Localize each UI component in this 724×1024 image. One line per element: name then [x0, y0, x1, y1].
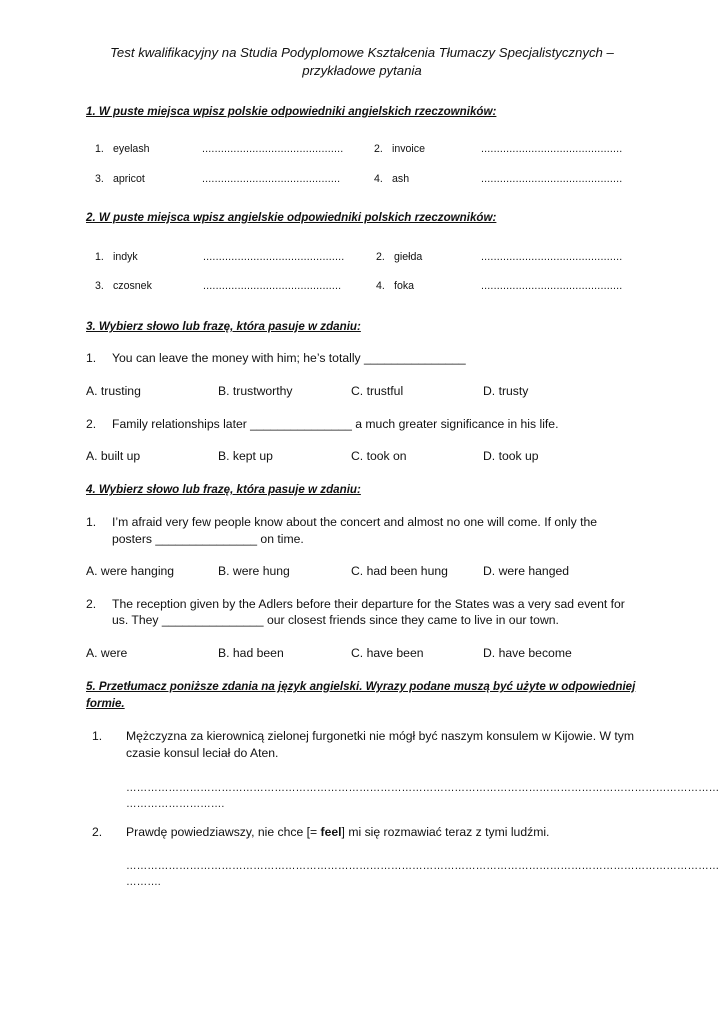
s1-item-4-num: 4.	[374, 173, 383, 185]
s4-q1-option-a[interactable]: A. were hanging	[86, 564, 175, 578]
s1-item-1-blank[interactable]: .............................................	[202, 143, 344, 155]
section-1-heading: 1. W puste miejsca wpisz polskie odpowiedniki angielskich rzeczowników:	[86, 105, 497, 118]
s1-item-2-blank[interactable]: .............................................	[481, 143, 623, 155]
s1-item-2-num: 2.	[374, 143, 383, 155]
s2-item-2-num: 2.	[376, 251, 385, 263]
s2-item-4-blank[interactable]: .............................................	[481, 280, 623, 292]
s4-q1-option-b[interactable]: B. were hung	[218, 564, 290, 578]
s3-q2-option-d[interactable]: D. took up	[483, 449, 539, 463]
s1-item-3-word: apricot	[113, 173, 145, 185]
s2-item-1-num: 1.	[95, 251, 104, 263]
s5-q1-line-1: Mężczyzna za kierownicą zielonej furgonetki nie mógł być naszym konsulem w Kijowie. W tym	[126, 729, 635, 743]
s1-item-4-blank[interactable]: .............................................	[481, 173, 623, 185]
page-title	[40, 44, 684, 80]
title-line-2: przykładowe pytania	[302, 63, 422, 78]
s5-q2-answer-area[interactable]	[126, 858, 720, 890]
s2-item-3-num: 3.	[95, 280, 104, 292]
s5-q1-answer-area[interactable]	[126, 780, 720, 812]
s4-q2-line-2: us. They _______________ our closest friends since they came to live in our town.	[112, 613, 559, 627]
s2-item-1	[95, 250, 138, 264]
s4-q1-option-d[interactable]: D. were hanged	[483, 564, 570, 578]
s3-q2-text: Family relationships later _______________ a much greater significance in his life.	[112, 417, 559, 431]
s1-item-1-word: eyelash	[113, 143, 150, 155]
s5-q2-text-before: Prawdę powiedziawszy, nie chce [=	[126, 825, 321, 839]
s3-q2-option-a[interactable]: A. built up	[86, 449, 141, 463]
s1-item-4-word: ash	[392, 173, 410, 185]
s4-q2-option-a[interactable]: A. were	[86, 646, 128, 660]
section-5-heading-line-1: 5. Przetłumacz poniższe zdania na język angielski. Wyrazy podane muszą być użyte w odpowiedniej	[86, 680, 636, 693]
s4-question-1	[86, 514, 646, 548]
s3-q2-num: 2.	[86, 417, 97, 431]
s4-q2-line-1: The reception given by the Adlers before their departure for the States was a very sad event for	[112, 597, 625, 611]
s5-q1-answer-line-2: ……………………….	[126, 798, 225, 810]
s1-item-3-num: 3.	[95, 173, 104, 185]
s5-q2-answer-line-1: ……………………………………………………………………………………………………………………………………………………	[126, 860, 720, 872]
s3-q1-option-a[interactable]: A. trusting	[86, 384, 141, 398]
section-2-heading: 2. W puste miejsca wpisz angielskie odpowiedniki polskich rzeczowników:	[86, 211, 497, 224]
s5-question-2	[92, 824, 652, 841]
s2-item-2-blank[interactable]: .............................................	[481, 251, 623, 263]
s2-item-2-word: giełda	[394, 251, 423, 263]
s2-item-2	[376, 250, 422, 264]
s4-q2-option-c[interactable]: C. have been	[351, 646, 424, 660]
s4-q2-option-d[interactable]: D. have become	[483, 646, 572, 660]
section-4-heading: 4. Wybierz słowo lub frazę, która pasuje w zdaniu:	[86, 483, 361, 496]
s3-q1-text: You can leave the money with him; he’s totally _______________	[112, 351, 466, 365]
s3-q1-option-c[interactable]: C. trustful	[351, 384, 404, 398]
s4-q1-line-1: I’m afraid very few people know about the concert and almost no one will come. If only the	[112, 515, 598, 529]
s2-item-1-word: indyk	[113, 251, 138, 263]
s4-q2-num: 2.	[86, 597, 97, 611]
s3-q2-option-b[interactable]: B. kept up	[218, 449, 273, 463]
s1-item-4	[374, 172, 409, 186]
s5-q2-text	[126, 824, 646, 841]
s5-q1-answer-line-1: ……………………………………………………………………………………………………………………………………………………	[126, 782, 720, 794]
s5-q1-line-2: czasie konsul leciał do Aten.	[126, 746, 279, 760]
s2-item-4-num: 4.	[376, 280, 385, 292]
s1-item-3-blank[interactable]: ............................................	[202, 173, 341, 185]
s5-q2-num: 2.	[92, 825, 103, 839]
section-5-heading	[86, 678, 646, 712]
s2-item-3-word: czosnek	[113, 280, 152, 292]
s4-q1-num: 1.	[86, 515, 97, 529]
title-line-1: Test kwalifikacyjny na Studia Podyplomowe Kształcenia Tłumaczy Specjalistycznych –	[110, 45, 614, 60]
s5-q1-num: 1.	[92, 729, 103, 743]
s1-item-3	[95, 172, 145, 186]
s3-q1-option-b[interactable]: B. trustworthy	[218, 384, 293, 398]
s2-item-4	[376, 279, 414, 293]
s3-q1-option-d[interactable]: D. trusty	[483, 384, 529, 398]
s2-item-1-blank[interactable]: .............................................	[203, 251, 345, 263]
s5-question-1	[92, 728, 652, 762]
s4-q1-line-2: posters _______________ on time.	[112, 532, 304, 546]
s1-item-2-word: invoice	[392, 143, 425, 155]
s2-item-3-blank[interactable]: ............................................	[203, 280, 342, 292]
s3-question-2	[86, 416, 646, 433]
s1-item-2	[374, 142, 425, 156]
s4-q2-option-b[interactable]: B. had been	[218, 646, 284, 660]
s3-q1-num: 1.	[86, 351, 97, 365]
s5-q2-answer-line-2: ……….	[126, 876, 161, 888]
s3-q2-option-c[interactable]: C. took on	[351, 449, 407, 463]
section-5-heading-line-2: formie.	[86, 697, 125, 710]
s1-item-1	[95, 142, 150, 156]
s3-question-1	[86, 350, 646, 367]
s2-item-4-word: foka	[394, 280, 415, 292]
s4-question-2	[86, 596, 646, 630]
section-3-heading: 3. Wybierz słowo lub frazę, która pasuje w zdaniu:	[86, 320, 361, 333]
s4-q1-option-c[interactable]: C. had been hung	[351, 564, 448, 578]
s5-q2-text-bold: feel	[320, 825, 342, 839]
s2-item-3	[95, 279, 152, 293]
s5-q2-text-after: ] mi się rozmawiać teraz z tymi ludźmi.	[341, 825, 550, 839]
s1-item-1-num: 1.	[95, 143, 104, 155]
